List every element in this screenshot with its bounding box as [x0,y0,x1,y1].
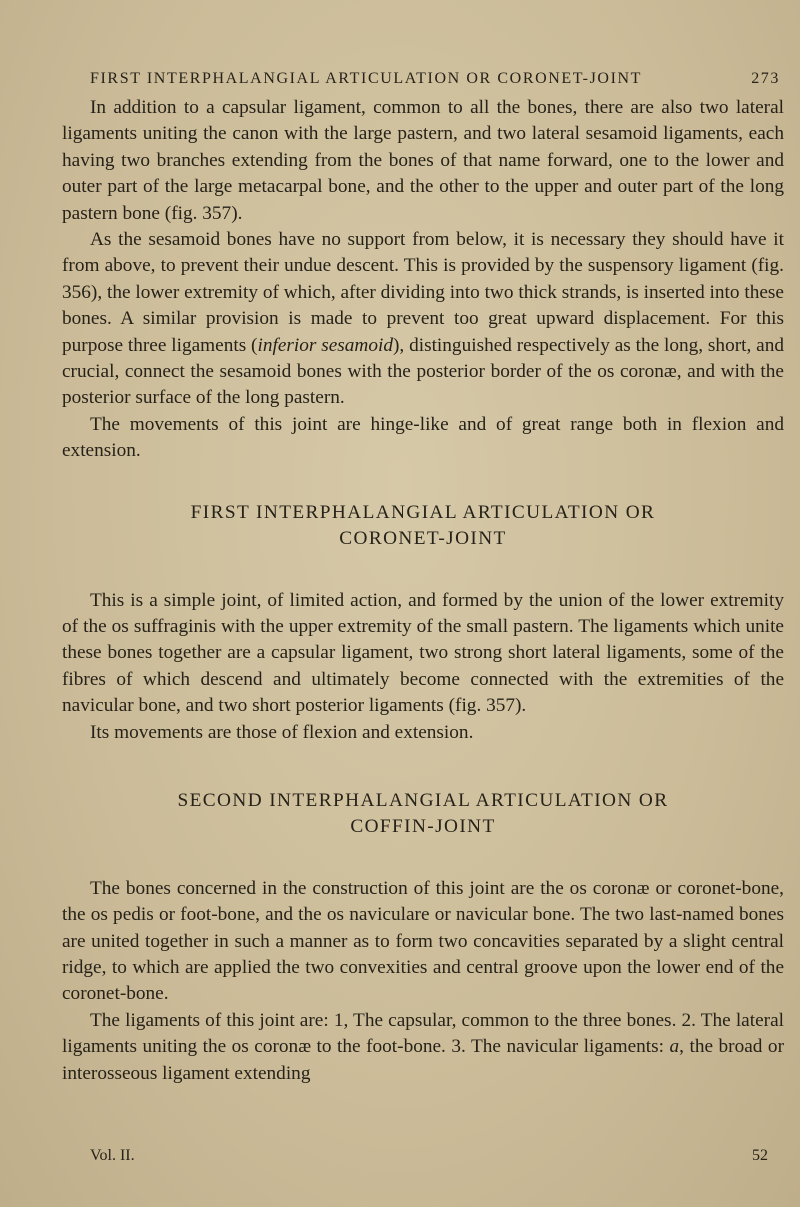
section-heading-coronet-joint [62,500,784,553]
page-footer [90,1147,780,1165]
paragraph-sesamoid-support [62,227,784,412]
volume-mark: Vol. II. [90,1147,135,1164]
paragraph-coffin-ligaments [62,1008,784,1087]
paragraph-coronet-description: This is a simple joint, of limited action, and formed by the union of the lower extremity of the os suffraginis with the upper extremity of the small pastern. The ligaments which unite these bones together are a capsular ligament, two strong short lateral ligaments, some of the fibres of which descend and ultimately become connected with the extremities of the navicular bone, and two short posterior ligaments (fig. 357). [62,589,784,717]
text-run: The ligaments of this joint are: 1, The capsular, common to the three bones. 2. The lateral ligaments uniting the os coronæ to the foot-bone. 3. The navicular ligaments: [62,1009,784,1058]
signature-mark: 52 [752,1147,768,1164]
text-run: As the sesamoid bones have no support from below, it is necessary they should have it from above, to prevent their undue descent. This is provided by the suspensory ligament (fig. 356), the lower extremity of which, after dividing into two thick strands, is inserted into these bones. A similar provision is made to prevent too great upward displacement. For this purpose three ligaments ( [62,229,784,356]
paragraph-coronet-movements: Its movements are those of flexion and extension. [90,721,474,743]
section-heading-coffin-joint [62,788,784,841]
running-head [90,70,780,88]
body-text [62,95,784,1087]
text-run: , the broad or interosseous ligament extending [62,1036,784,1084]
paragraph-movements: The movements of this joint are hinge-like and of great range both in flexion and extension. [62,413,784,462]
running-title: FIRST INTERPHALANGIAL ARTICULATION OR CORONET-JOINT [90,70,643,87]
paragraph-lateral-ligaments: In addition to a capsular ligament, common to all the bones, there are also two lateral ligaments uniting the canon with the large pastern, and two lateral sesamoid ligaments, each having two branches extending from the bones of that name forward, one to the lower and outer part of the large metacarpal bone, and the other to the upper and outer part of the long pastern bone (fig. 357). [62,97,784,224]
italic-term: inferior sesamoid [257,334,393,356]
italic-term: a [669,1036,680,1058]
paragraph-coffin-bones: The bones concerned in the construction of this joint are the os coronæ or coronet-bone, the os pedis or foot-bone, and the os naviculare or navicular bone. The two last-named bones are united together in such a manner as to form two concavities separated by a slight central ridge, to which are applied the two convexities and central groove upon the lower end of the coronet-bone. [62,877,784,1005]
page-number: 273 [751,70,780,87]
heading-line: SECOND INTERPHALANGIAL ARTICULATION OR [177,789,669,811]
heading-line: FIRST INTERPHALANGIAL ARTICULATION OR [190,501,656,523]
text-run: ), distinguished respectively as the long, short, and crucial, connect the sesamoid bones with the posterior border of the os coronæ, and with the posterior surface of the long pastern. [62,334,784,409]
heading-line: COFFIN-JOINT [350,816,496,838]
heading-line: CORONET-JOINT [339,528,507,550]
